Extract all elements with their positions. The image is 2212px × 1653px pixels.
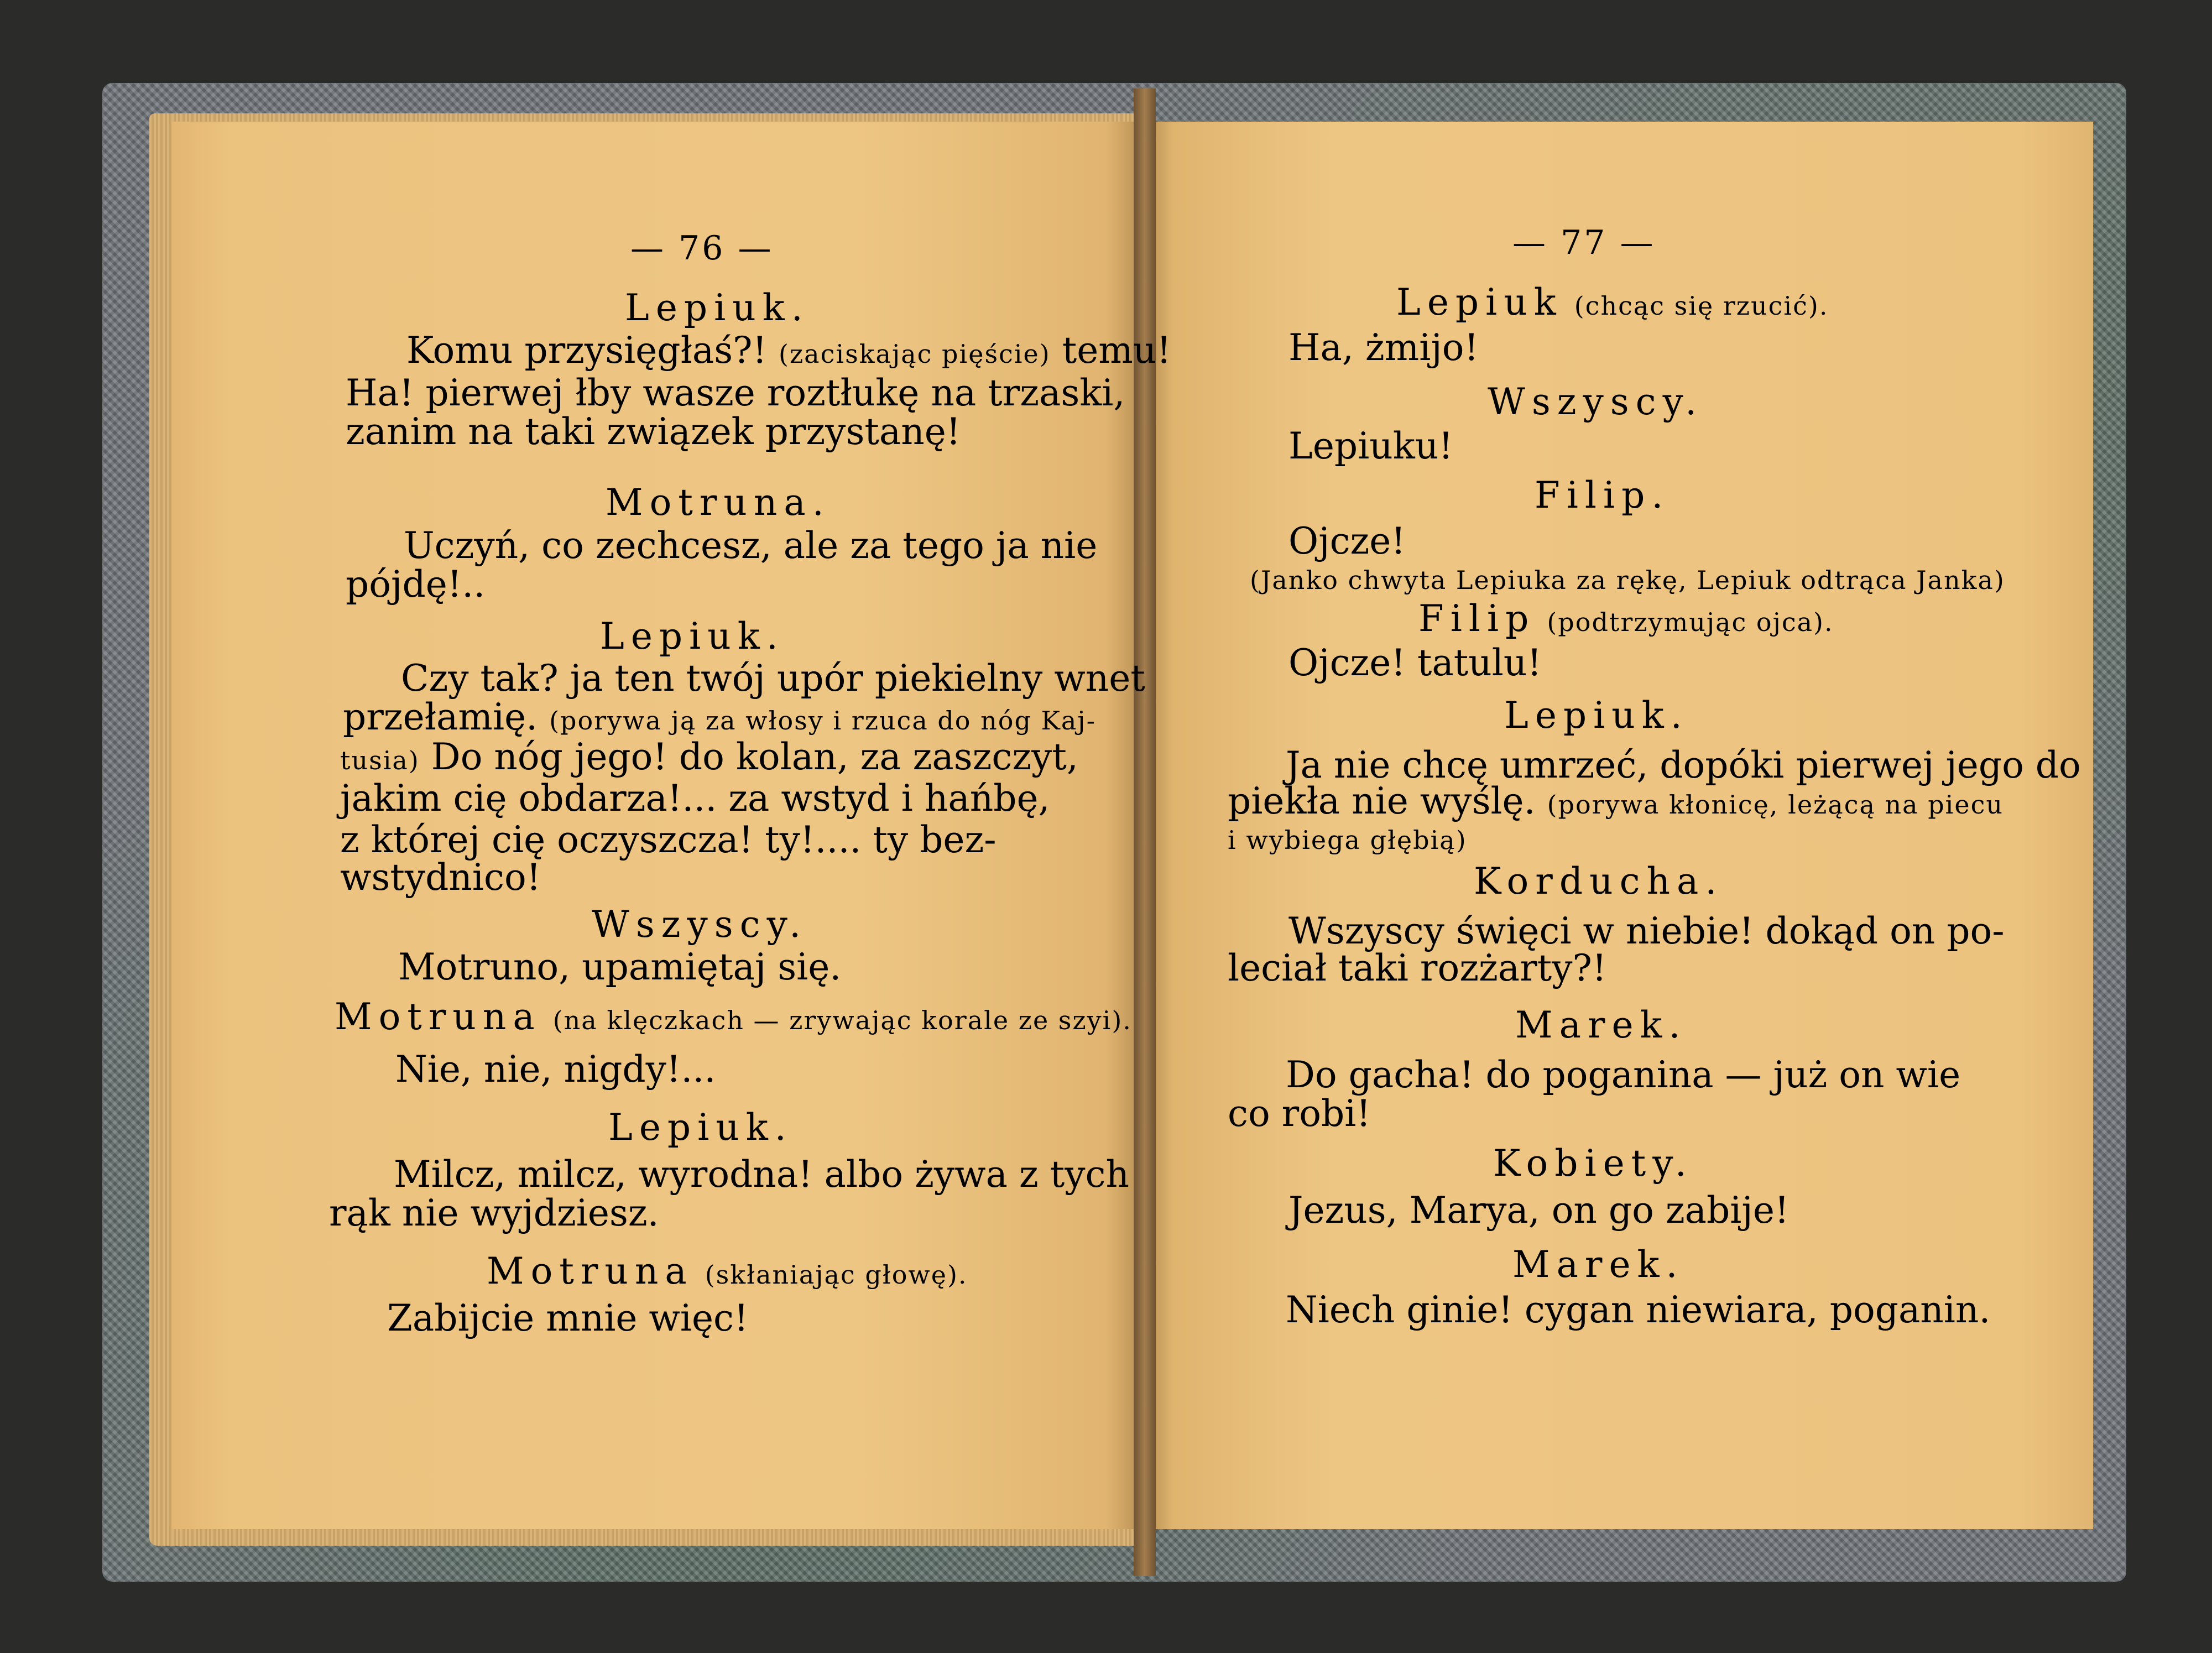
page-number: — 77 — [1512,223,1656,262]
dialogue-line: przełamię. (porywa ją za włosy i rzuca do nóg Kaj- [343,696,1097,738]
speaker-name: Lepiuk. [1504,694,1689,737]
dialogue-line: piekła nie wyślę. (porywa kłonicę, leżącą na piecu [1228,780,2004,822]
dialogue-line: co robi! [1228,1092,1371,1135]
speaker-name: Wszyscy. [1488,380,1704,423]
speaker-name: Filip. [1535,474,1670,517]
dialogue-line: Do gacha! do poganina — już on wie [1286,1054,1961,1096]
speaker-line [1396,281,1828,327]
dialogue-line: jakim cię obdarza!... za wstyd i hańbę, [340,777,1050,820]
dialogue-line: Ja nie chcę umrzeć, dopóki pierwej jego do [1286,744,2081,786]
speaker-line [487,1250,968,1296]
stage-direction: (skłaniając głowę). [705,1260,968,1290]
stage-direction: (porywa kłonicę, leżącą na piecu [1547,790,2004,820]
stage-direction: (zaciskając pięście) [779,339,1051,369]
dialogue-line: zanim na taki związek przystanę! [346,410,961,453]
stage-direction: i wybiega głębią) [1228,825,1467,855]
speaker-name: Marek. [1515,1004,1687,1046]
dialogue-line: Zabijcie mnie więc! [387,1297,749,1339]
dialogue-line: Milcz, milcz, wyrodna! albo żywa z tych [394,1153,1129,1196]
dialogue-line: Ha! pierwej łby wasze roztłukę na trzaski, [346,372,1125,414]
dialogue-line: Motruno, upamiętaj się. [398,946,842,988]
speaker-name: Lepiuk. [600,615,785,658]
dialogue-line: Uczyń, co zechcesz, ale za tego ja nie [404,524,1098,567]
dialogue-line: Nie, nie, nigdy!... [395,1048,716,1091]
stage-direction: (chcąc się rzucić). [1574,291,1829,321]
dialogue-line: Czy tak? ja ten twój upór piekielny wnet [401,657,1145,700]
dialogue-line: Jezus, Marya, on go zabije! [1288,1189,1790,1232]
speaker-name: Wszyscy. [592,903,808,946]
stage-direction: (na klęczkach — zrywając korale ze szyi). [552,1005,1132,1035]
stage-direction: tusia) [340,745,420,775]
speaker-name: Filip [1418,597,1536,640]
book-gutter [1134,88,1156,1576]
dialogue-line: rąk nie wyjdziesz. [329,1192,659,1234]
page-number: — 76 — [630,229,774,268]
speaker-name: Korducha. [1474,860,1724,903]
dialogue-line: leciał taki rozżarty?! [1228,947,1607,989]
dialogue-line: Lepiuku! [1288,425,1453,467]
dialogue-line: Ojcze! tatulu! [1288,642,1542,684]
dialogue-line: Niech ginie! cygan niewiara, poganin. [1286,1289,1991,1331]
stage-direction: (Janko chwyta Lepiuka za rękę, Lepiuk odtrąca Janka) [1250,565,2005,595]
speaker-name: Motruna [335,995,541,1038]
speaker-name: Motruna [487,1250,693,1292]
dialogue-line: Ojcze! [1288,520,1406,562]
dialogue-line: Ha, żmijo! [1288,326,1479,369]
dialogue-line: pójdę!.. [346,563,486,606]
speaker-line [335,995,1132,1042]
dialogue-line: z której cię oczyszcza! ty!.... ty bez- [340,818,997,861]
dialogue-line: tusia) Do nóg jego! do kolan, za zaszczyt, [340,736,1078,778]
dialogue-line: Komu przysięgłaś?! (zaciskając pięście) temu! [406,329,1171,372]
speaker-name: Lepiuk. [625,286,810,329]
stage-direction: (podtrzymując ojca). [1547,607,1834,637]
dialogue-line: Wszyscy święci w niebie! dokąd on po- [1288,910,2005,952]
speaker-name: Kobiety. [1493,1142,1693,1185]
stage-direction: (porywa ją za włosy i rzuca do nóg Kaj- [549,706,1097,736]
speaker-name: Marek. [1512,1243,1684,1286]
speaker-line [1418,597,1834,644]
speaker-name: Lepiuk [1396,281,1563,324]
dialogue-line: wstydnico! [340,856,541,899]
speaker-name: Lepiuk. [608,1106,793,1149]
speaker-name: Motruna. [606,481,831,524]
